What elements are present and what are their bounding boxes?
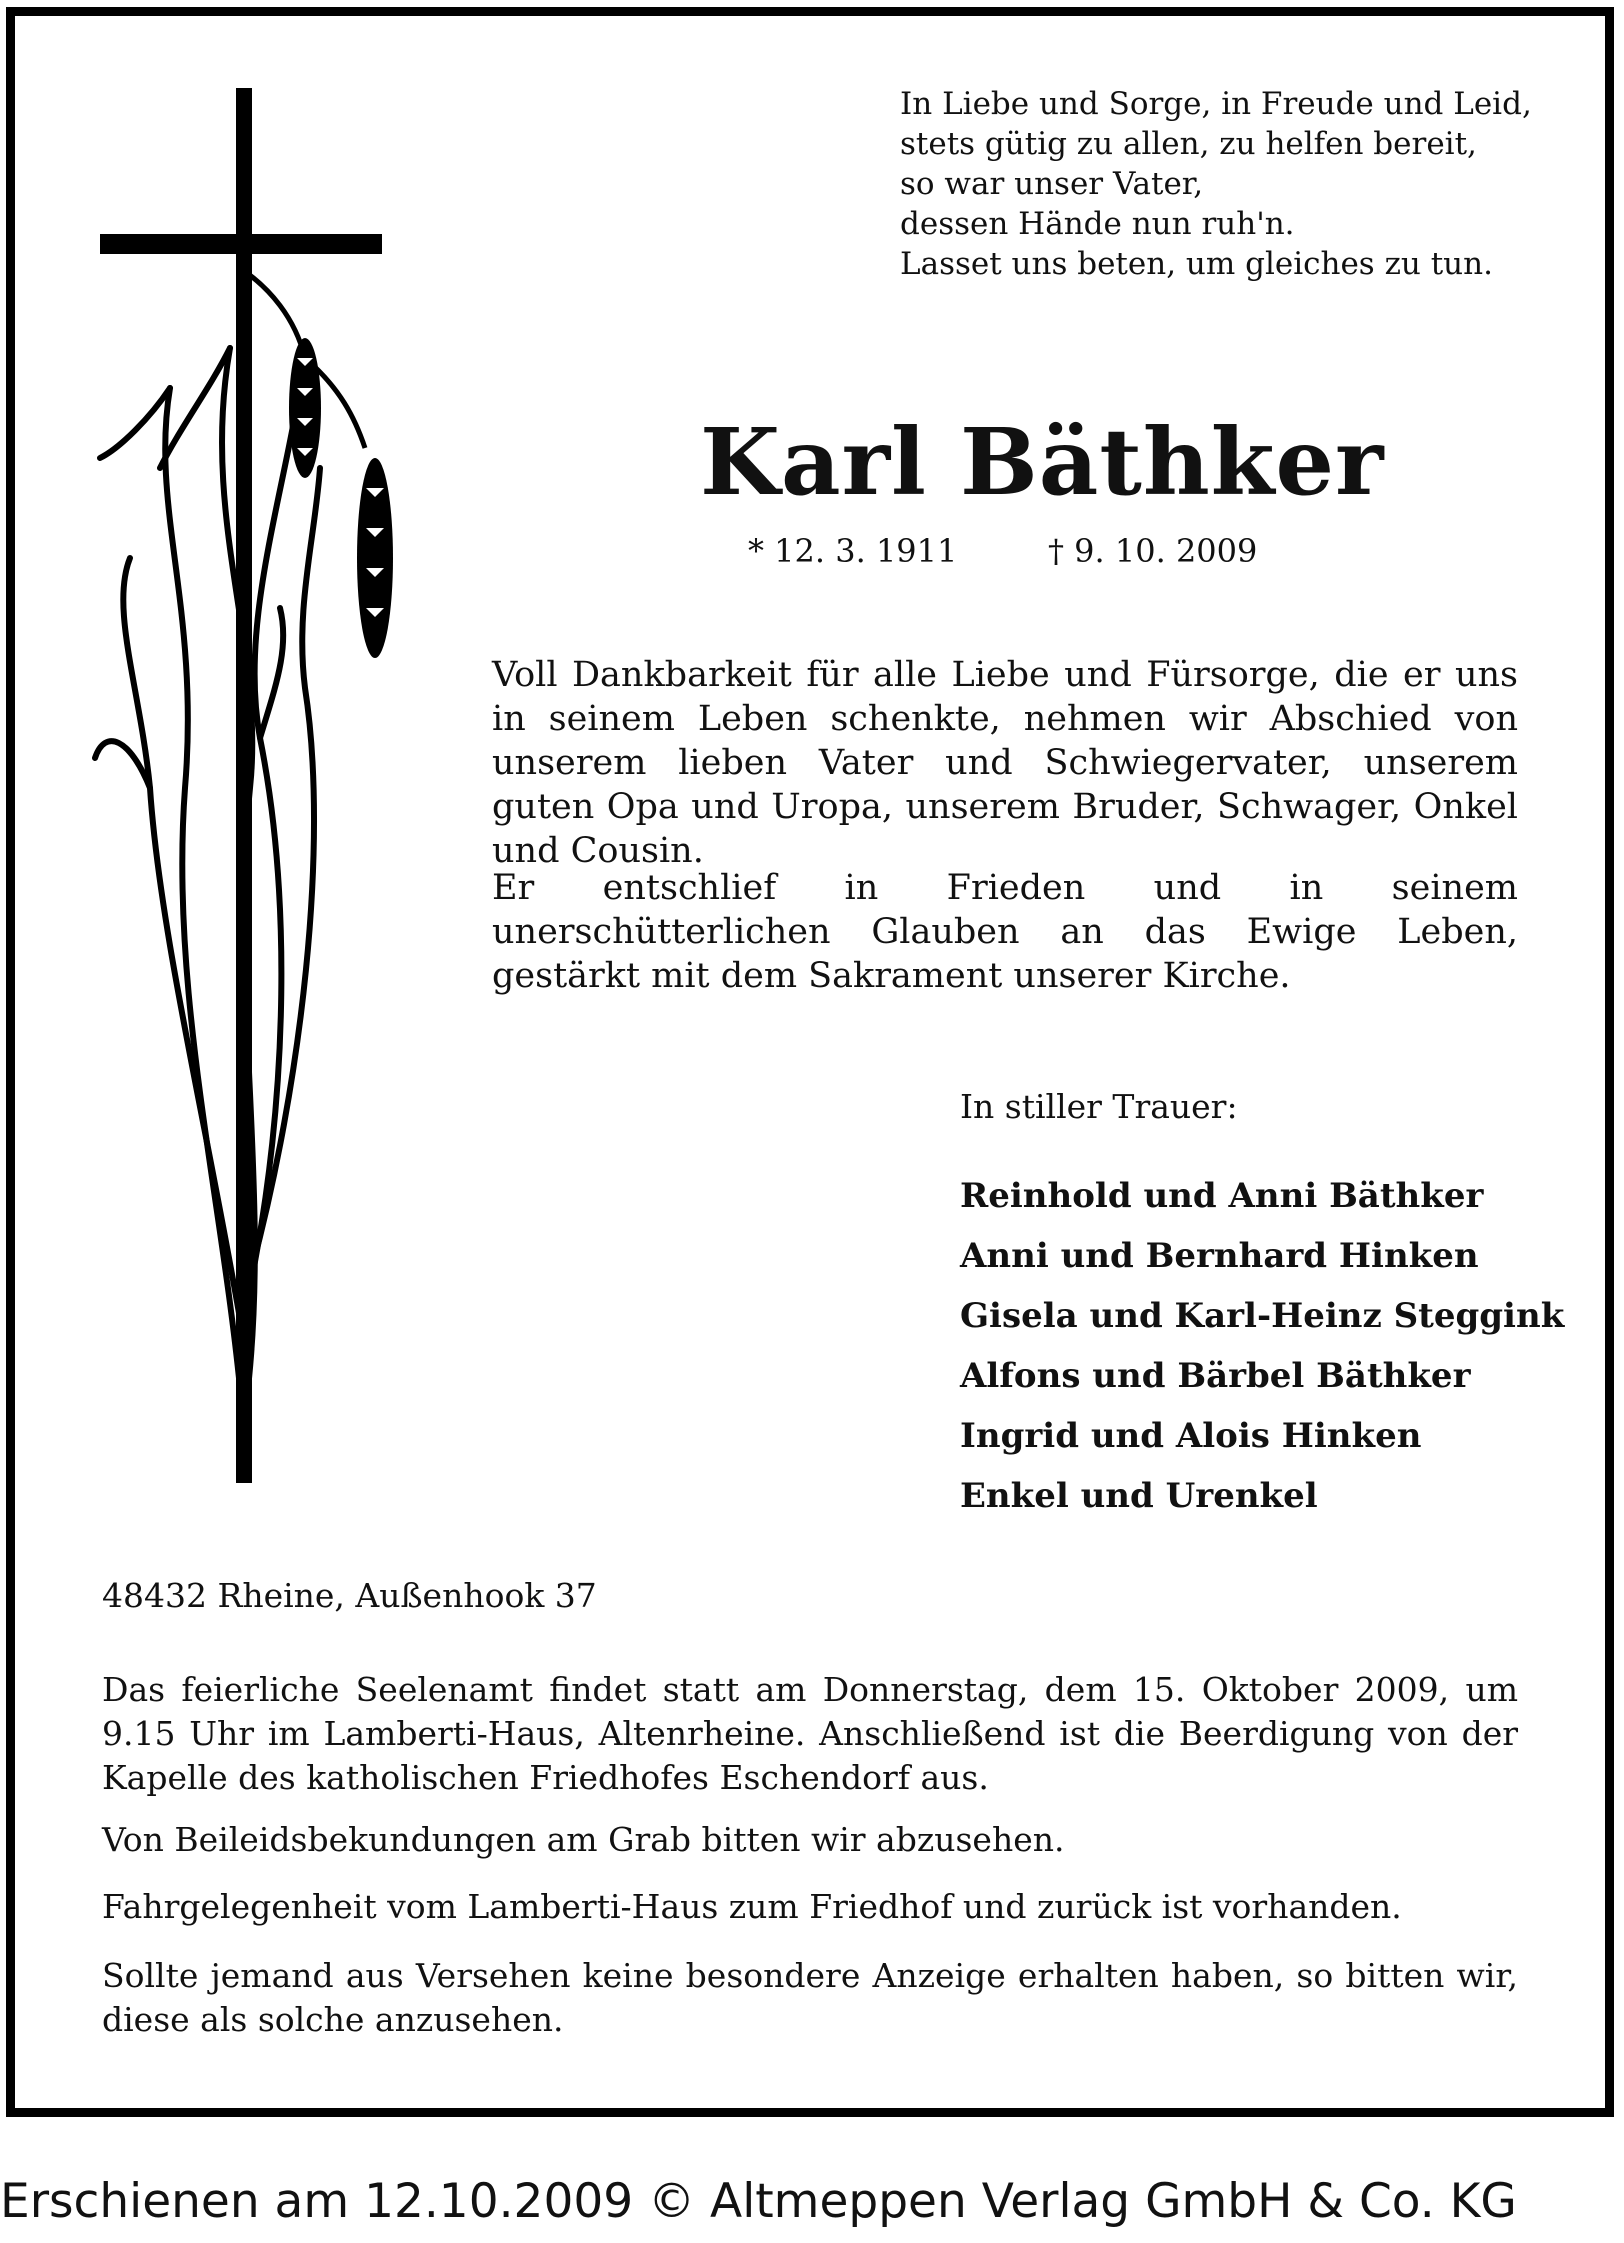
cross-with-wheat-icon <box>90 88 450 1522</box>
address: 48432 Rheine, Außenhook 37 <box>102 1576 597 1615</box>
condolence-note: Von Beileidsbekundungen am Grab bitten wir abzusehen. <box>102 1820 1065 1859</box>
service-note: Das feierliche Seelenamt findet statt am Donnerstag, dem 15. Oktober 2009, um 9.15 Uhr im Lamberti-Haus, Altenrheine. Anschließend ist die Beerdigung von der Kapelle des katholischen Friedhofes Eschendorf aus. <box>102 1670 1518 1797</box>
mourning-heading: In stiller Trauer: <box>960 1087 1238 1126</box>
notice-note: Sollte jemand aus Versehen keine besondere Anzeige erhalten haben, so bitten wir, diese als solche anzusehen. <box>102 1956 1518 2039</box>
gratitude-paragraph: Voll Dankbarkeit für alle Liebe und Fürsorge, die er uns in seinem Leben schenkte, nehmen wir Abschied von unserem lieben Vater und Schwiegervater, unserem guten Opa und Uropa, unserem Bruder, Schwager, Onkel und Cousin. <box>492 655 1518 871</box>
poem-line: Lasset uns beten, um gleiches zu tun. <box>900 246 1493 282</box>
family-member: Reinhold und Anni Bäthker <box>960 1176 1484 1216</box>
death-date: † 9. 10. 2009 <box>1048 532 1258 570</box>
family-member: Enkel und Urenkel <box>960 1476 1318 1516</box>
family-member: Anni und Bernhard Hinken <box>960 1236 1479 1276</box>
transport-note: Fahrgelegenheit vom Lamberti-Haus zum Friedhof und zurück ist vorhanden. <box>102 1887 1402 1926</box>
family-member: Ingrid und Alois Hinken <box>960 1416 1422 1456</box>
family-member: Gisela und Karl-Heinz Steggink <box>960 1296 1565 1336</box>
family-list <box>960 1166 1564 1526</box>
poem-line: stets gütig zu allen, zu helfen bereit, <box>900 126 1477 162</box>
publication-footer: Erschienen am 12.10.2009 © Altmeppen Verlag GmbH & Co. KG <box>0 2174 1517 2229</box>
poem-line: In Liebe und Sorge, in Freude und Leid, <box>900 86 1532 122</box>
family-member: Alfons und Bärbel Bäthker <box>960 1356 1471 1396</box>
deceased-name: Karl Bäthker <box>700 408 1385 516</box>
poem-line: so war unser Vater, <box>900 166 1204 202</box>
birth-date: * 12. 3. 1911 <box>748 532 958 570</box>
faith-paragraph: Er entschlief in Frieden und in seinem unerschütterlichen Glauben an das Ewige Leben, gestärkt mit dem Sakrament unserer Kirche. <box>492 868 1518 996</box>
poem-line: dessen Hände nun ruh'n. <box>900 206 1295 242</box>
memorial-poem <box>900 84 1532 284</box>
